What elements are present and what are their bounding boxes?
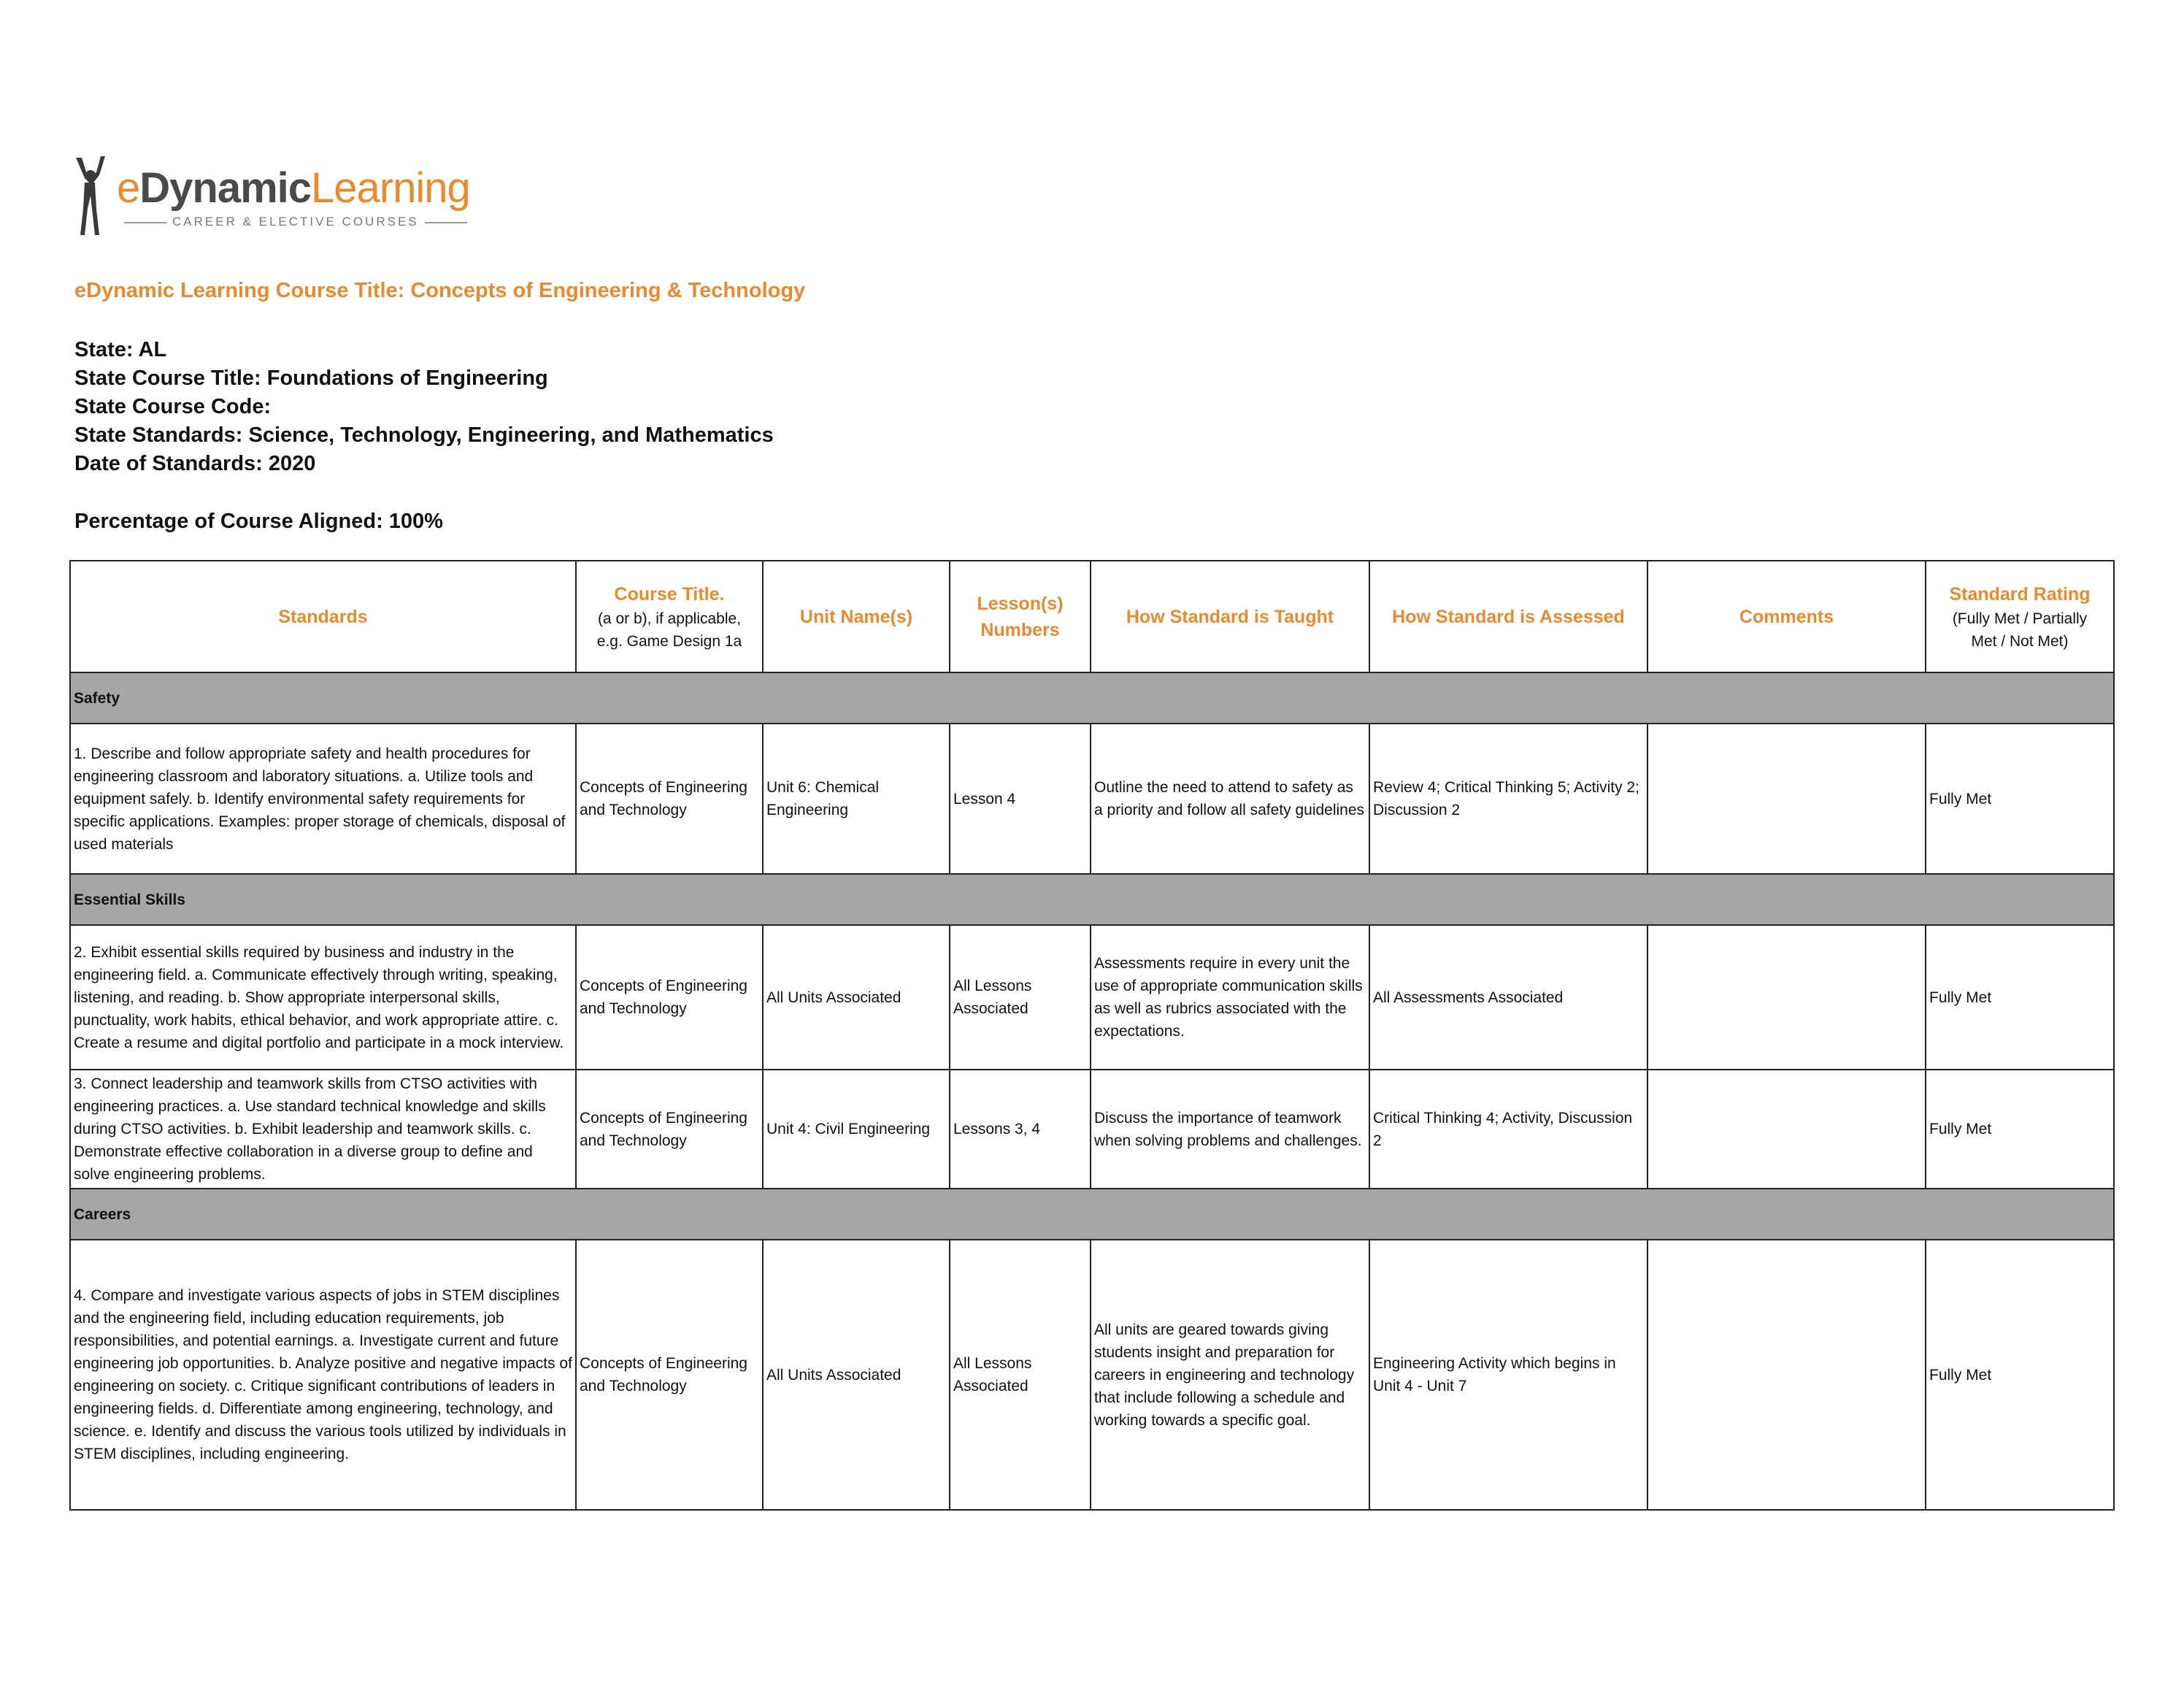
header-course-title: Course Title. (a or b), if applicable, e.g. Game Design 1a (576, 561, 763, 672)
cell-how-assessed: Engineering Activity which begins in Unit 4 - Unit 7 (1369, 1240, 1647, 1510)
cell-rating: Fully Met (1926, 724, 2114, 874)
cell-standard: 2. Exhibit essential skills required by business and industry in the engineering field. a. Communicate effectively through writing, speaking, listening, and reading. b. Show appropriate interpersonal skills, punctuality, work habits, ethical behavior, and work appropriate attire. c. Create a resume and digital portfolio and participate in a mock interview. (70, 925, 576, 1070)
section-label: Safety (70, 672, 2114, 724)
cell-standard: 1. Describe and follow appropriate safety and health procedures for engineering classroom and laboratory situations. a. Utilize tools and equipment safely. b. Identify environmental safety requirements for specific applications. Examples: proper storage of chemicals, disposal of used materials (70, 724, 576, 874)
cell-rating: Fully Met (1926, 925, 2114, 1070)
header-how-taught: How Standard is Taught (1091, 561, 1369, 672)
logo-wordmark: eDynamicLearning (117, 164, 470, 212)
cell-rating: Fully Met (1926, 1240, 2114, 1510)
cell-standard: 3. Connect leadership and teamwork skills from CTSO activities with engineering practices. a. Use standard technical knowledge and skills during CTSO activities. b. Exhibit leadership and teamwork skills. c. Demonstrate effective collaboration in a diverse group to define and solve engineering problems. (70, 1070, 576, 1189)
header-lessons: Lesson(s) Numbers (950, 561, 1091, 672)
cell-unit: Unit 6: Chemical Engineering (763, 724, 950, 874)
table-row (70, 1240, 2114, 1510)
cell-how-assessed: Critical Thinking 4; Activity, Discussion 2 (1369, 1070, 1647, 1189)
table-row (70, 724, 2114, 874)
header-unit-names: Unit Name(s) (763, 561, 950, 672)
logo-tagline: CAREER & ELECTIVE COURSES (118, 215, 439, 229)
cell-course: Concepts of Engineering and Technology (576, 925, 763, 1070)
header-how-assessed: How Standard is Assessed (1369, 561, 1647, 672)
state: State: AL (74, 338, 167, 361)
cell-how-taught: Outline the need to attend to safety as a priority and follow all safety guidelines (1091, 724, 1369, 874)
cell-how-taught: All units are geared towards giving students insight and preparation for careers in engineering and technology that include following a schedule and working towards a specific goal. (1091, 1240, 1369, 1510)
cell-comments (1647, 1240, 1926, 1510)
state-course-code: State Course Code: (74, 395, 272, 418)
cell-unit: All Units Associated (763, 925, 950, 1070)
state-standards: State Standards: Science, Technology, Engineering, and Mathematics (74, 423, 774, 447)
header-standards: Standards (70, 561, 576, 672)
section-row-safety (70, 672, 2114, 724)
header-comments: Comments (1647, 561, 1926, 672)
cell-course: Concepts of Engineering and Technology (576, 1240, 763, 1510)
cell-lessons: All Lessons Associated (950, 925, 1091, 1070)
header-standard-rating: Standard Rating (Fully Met / Partially Met / Not Met) (1926, 561, 2114, 672)
cell-unit: Unit 4: Civil Engineering (763, 1070, 950, 1189)
edynamic-learning-logo (67, 153, 470, 241)
cell-how-assessed: Review 4; Critical Thinking 5; Activity 2; Discussion 2 (1369, 724, 1647, 874)
cell-unit: All Units Associated (763, 1240, 950, 1510)
standards-alignment-table (69, 560, 2115, 1511)
section-row-essential-skills (70, 874, 2114, 925)
cell-standard: 4. Compare and investigate various aspects of jobs in STEM disciplines and the engineering field, including education requirements, job responsibilities, and potential earnings. a. Investigate current and future engineering job opportunities. b. Analyze positive and negative impacts of engineering on society. c. Critique significant contributions of leaders in engineering fields. d. Differentiate among engineering, technology, and science. e. Identify and discuss the various tools utilized by individuals in STEM disciplines, including engineering. (70, 1240, 576, 1510)
course-title: eDynamic Learning Course Title: Concepts of Engineering & Technology (74, 279, 806, 302)
state-course-title: State Course Title: Foundations of Engineering (74, 367, 548, 390)
cell-course: Concepts of Engineering and Technology (576, 724, 763, 874)
jumping-person-icon (67, 153, 111, 241)
state-info (74, 336, 774, 478)
cell-comments (1647, 925, 1926, 1070)
cell-comments (1647, 1070, 1926, 1189)
date-of-standards: Date of Standards: 2020 (74, 452, 316, 475)
cell-how-taught: Discuss the importance of teamwork when solving problems and challenges. (1091, 1070, 1369, 1189)
table-row (70, 925, 2114, 1070)
section-label: Essential Skills (70, 874, 2114, 925)
cell-lessons: Lessons 3, 4 (950, 1070, 1091, 1189)
cell-comments (1647, 724, 1926, 874)
table-header-row (70, 561, 2114, 672)
table-row (70, 1070, 2114, 1189)
cell-course: Concepts of Engineering and Technology (576, 1070, 763, 1189)
cell-lessons: All Lessons Associated (950, 1240, 1091, 1510)
cell-how-assessed: All Assessments Associated (1369, 925, 1647, 1070)
percentage-aligned: Percentage of Course Aligned: 100% (74, 510, 443, 533)
section-row-careers (70, 1189, 2114, 1240)
cell-rating: Fully Met (1926, 1070, 2114, 1189)
section-label: Careers (70, 1189, 2114, 1240)
cell-lessons: Lesson 4 (950, 724, 1091, 874)
cell-how-taught: Assessments require in every unit the use of appropriate communication skills as well as rubrics associated with the expectations. (1091, 925, 1369, 1070)
